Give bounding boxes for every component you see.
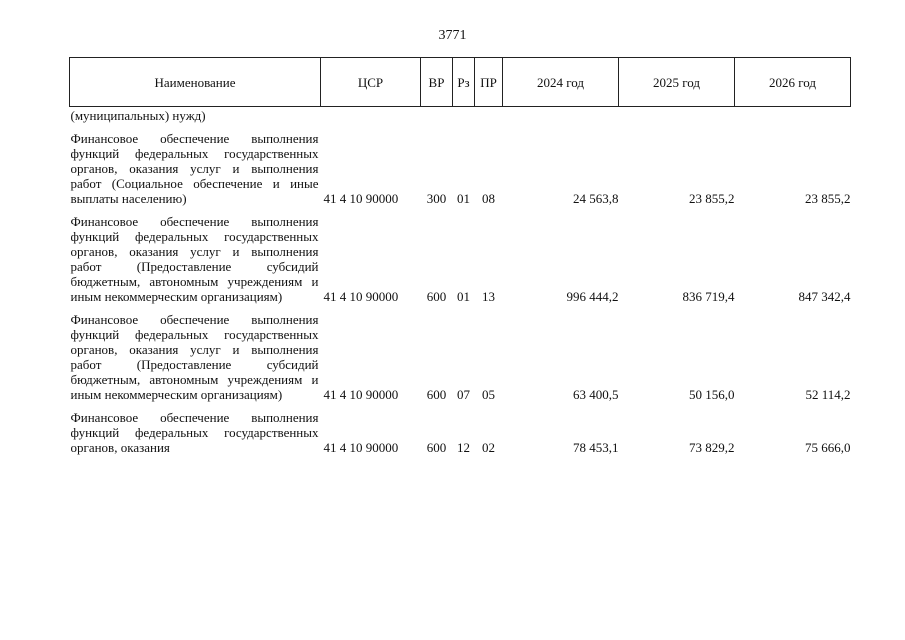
table-row xyxy=(70,304,851,402)
row-name: Финансовое обеспечение выполнения функций федеральных государственных органов, оказания xyxy=(70,410,319,455)
row-vr: 600 xyxy=(426,289,447,304)
header-2025: 2025 год xyxy=(619,58,735,107)
row-2026: 23 855,2 xyxy=(805,191,851,206)
table-row xyxy=(70,206,851,304)
row-2024: 78 453,1 xyxy=(573,440,619,455)
header-2024: 2024 год xyxy=(503,58,619,107)
header-csr: ЦСР xyxy=(321,58,421,107)
row-2026: 52 114,2 xyxy=(805,387,851,402)
row-name: Финансовое обеспечение выполнения функций федеральных государственных органов, оказания услуг и выполнения работ (Предоставление субсидий бюджетным, автономным учреждениям и иным некоммерческим организациям) xyxy=(70,312,319,402)
row-2025: 73 829,2 xyxy=(689,440,735,455)
table-row xyxy=(70,123,851,206)
table-body xyxy=(70,107,851,456)
row-2024: 996 444,2 xyxy=(566,289,619,304)
row-pr: 08 xyxy=(482,191,495,206)
table-row xyxy=(70,402,851,455)
row-csr: 41 4 10 90000 xyxy=(323,289,399,304)
row-2026: 847 342,4 xyxy=(798,289,851,304)
continuation-row xyxy=(70,107,851,124)
row-2026: 75 666,0 xyxy=(805,440,851,455)
row-rz: 01 xyxy=(457,191,470,206)
row-pr: 13 xyxy=(482,289,495,304)
row-vr: 600 xyxy=(426,440,447,455)
row-csr: 41 4 10 90000 xyxy=(323,387,399,402)
header-name: Наименование xyxy=(70,58,321,107)
row-vr: 300 xyxy=(426,191,447,206)
header-2026: 2026 год xyxy=(735,58,851,107)
row-2024: 63 400,5 xyxy=(573,387,619,402)
row-2025: 50 156,0 xyxy=(689,387,735,402)
budget-table xyxy=(69,57,851,455)
table-header xyxy=(70,58,851,107)
row-2025: 23 855,2 xyxy=(689,191,735,206)
row-rz: 12 xyxy=(457,440,470,455)
page-number: 3771 xyxy=(438,28,467,43)
row-2024: 24 563,8 xyxy=(573,191,619,206)
row-2025: 836 719,4 xyxy=(682,289,735,304)
row-name: Финансовое обеспечение выполнения функций федеральных государственных органов, оказания услуг и выполнения работ (Предоставление субсидий бюджетным, автономным учреждениям и иным некоммерческим организациям) xyxy=(70,214,319,304)
row-csr: 41 4 10 90000 xyxy=(323,191,399,206)
continuation-text: (муниципальных) нужд) xyxy=(70,108,206,123)
row-rz: 07 xyxy=(457,387,470,402)
row-csr: 41 4 10 90000 xyxy=(323,440,399,455)
row-name: Финансовое обеспечение выполнения функций федеральных государственных органов, оказания услуг и выполнения работ (Социальное обеспечение и иные выплаты населению) xyxy=(70,131,319,206)
row-pr: 05 xyxy=(482,387,495,402)
row-rz: 01 xyxy=(457,289,470,304)
header-pr: ПР xyxy=(475,58,503,107)
header-rz: Рз xyxy=(453,58,475,107)
row-vr: 600 xyxy=(426,387,447,402)
row-pr: 02 xyxy=(482,440,495,455)
header-vr: ВР xyxy=(421,58,453,107)
